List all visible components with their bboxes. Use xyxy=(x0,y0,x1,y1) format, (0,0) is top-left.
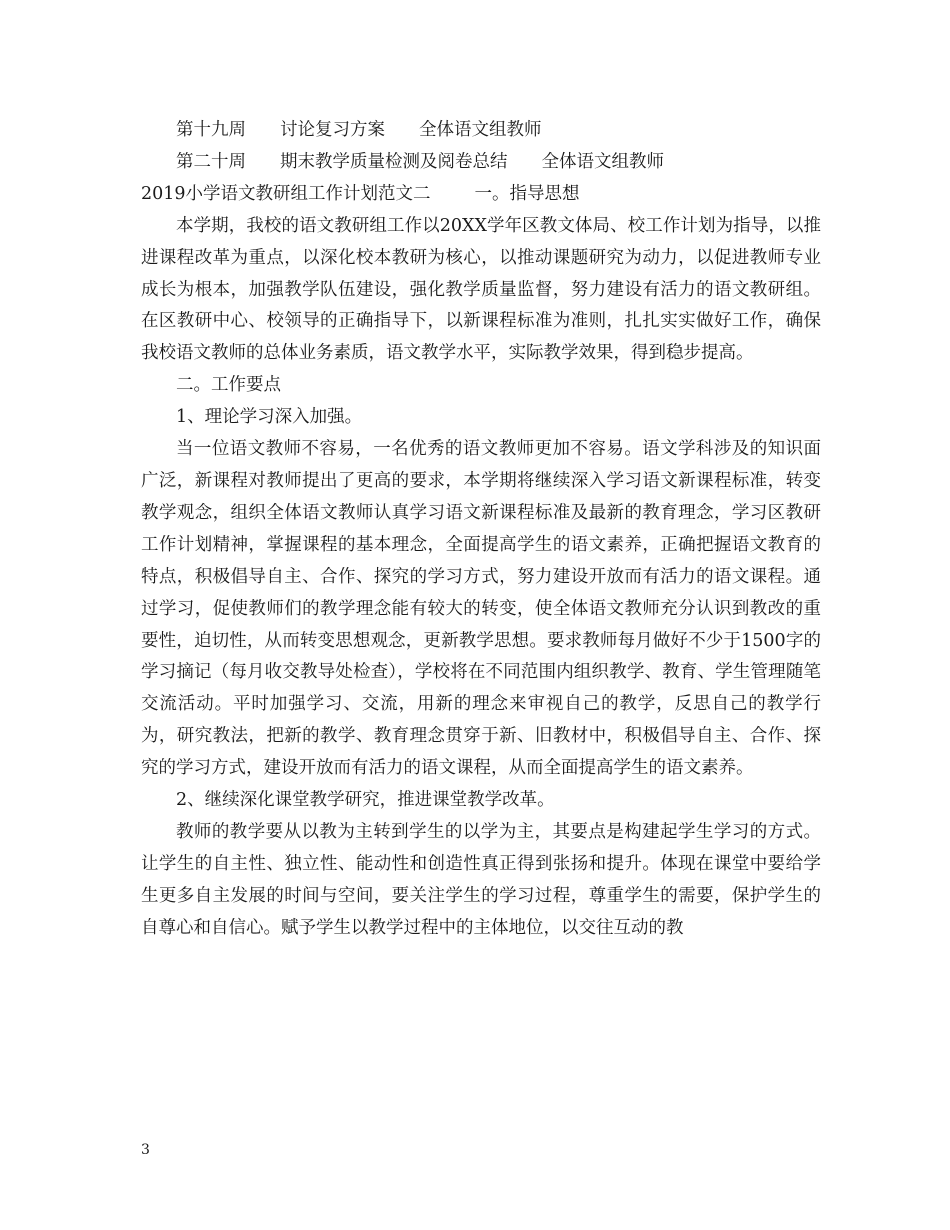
page-number: 3 xyxy=(141,1142,150,1158)
document-body xyxy=(141,115,821,945)
paragraph-theory-study: 当一位语文教师不容易，一名优秀的语文教师更加不容易。语文学科涉及的知识面广泛，新课程对教师提出了更高的要求，本学期将继续深入学习语文新课程标准，转变教学观念，组织全体语文教师认真学习语文新课程标准及最新的教育理念，学习区教研工作计划精神，掌握课程的基本理念，全面提高学生的语文素养，正确把握语文教育的特点，积极倡导自主、合作、探究的学习方式，努力建设开放而有活力的语文课程。通过学习，促使教师们的教学理念能有较大的转变，使全体语文教师充分认识到教改的重要性，迫切性，从而转变思想观念，更新教学思想。要求教师每月做好不少于1500字的学习摘记（每月收交教导处检查），学校将在不同范围内组织教学、教育、学生管理随笔交流活动。平时加强学习、交流，用新的理念来审视自己的教学，反思自己的教学行为，研究教法，把新的教学、教育理念贯穿于新、旧教材中，积极倡导自主、合作、探究的学习方式，建设开放而有活力的语文课程，从而全面提高学生的语文素养。 xyxy=(141,439,821,779)
section-heading-guiding-ideology: 一。指导思想 xyxy=(474,183,580,204)
schedule-week: 第十九周 xyxy=(176,120,246,140)
schedule-row xyxy=(141,115,821,147)
paragraph-guiding-ideology: 本学期，我校的语文教研组工作以20XX学年区教文体局、校工作计划为指导，以推进课程改革为重点，以深化校本教研为核心，以推动课题研究为动力，以促进教师专业成长为根本，加强教学队伍建设，强化教学质量监督，努力建设有活力的语文教研组。在区教研中心、校领导的正确指导下，以新课程标准为准则，扎扎实实做好工作，确保我校语文教师的总体业务素质，语文教学水平，实际教学效果，得到稳步提高。 xyxy=(141,215,821,364)
schedule-activity: 期末教学质量检测及阅卷总结 xyxy=(280,151,508,172)
schedule-participants: 全体语文组教师 xyxy=(541,151,664,172)
subheading-classroom-research: 2、继续深化课堂教学研究，推进课堂教学改革。 xyxy=(176,790,555,811)
schedule-participants: 全体语文组教师 xyxy=(419,120,542,140)
section-heading-work-points: 二。工作要点 xyxy=(176,375,281,396)
schedule-activity: 讨论复习方案 xyxy=(280,120,385,140)
paragraph-classroom-research: 教师的教学要从以教为主转到学生的以学为主，其要点是构建起学生学习的方式。让学生的自主性、独立性、能动性和创造性真正得到张扬和提升。体现在课堂中要给学生更多自主发展的时间与空间，要关注学生的学习过程，尊重学生的需要，保护学生的自尊心和自信心。赋予学生以教学过程中的主体地位，以交往互动的教 xyxy=(141,821,821,938)
subheading-theory-study: 1、理论学习深入加强。 xyxy=(176,407,363,428)
schedule-row xyxy=(141,147,821,179)
schedule-week: 第二十周 xyxy=(176,151,246,172)
document-title: 2019小学语文教研组工作计划范文二 xyxy=(141,183,431,204)
title-line xyxy=(141,179,821,211)
